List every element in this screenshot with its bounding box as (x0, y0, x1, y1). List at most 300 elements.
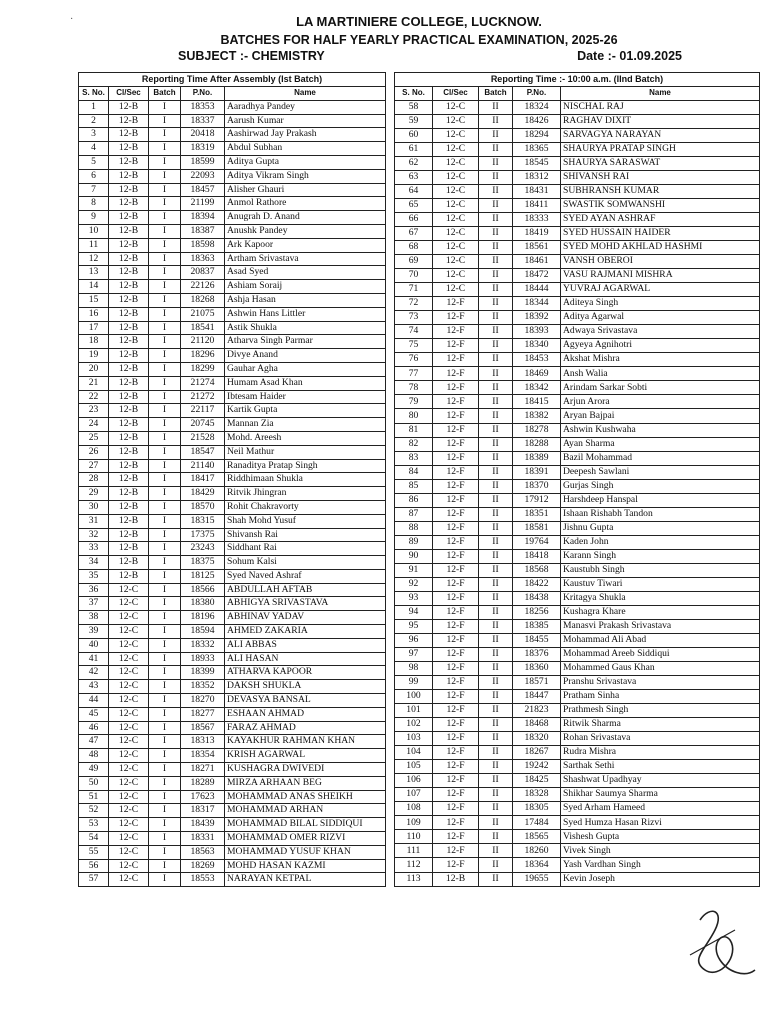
class-section-cell: 12-F (433, 297, 479, 311)
pno-cell: 22093 (181, 169, 225, 183)
sno-cell: 109 (395, 816, 433, 830)
name-cell: KUSHAGRA DWIVEDI (225, 763, 386, 777)
name-cell: DAKSH SHUKLA (225, 680, 386, 694)
class-section-cell: 12-F (433, 353, 479, 367)
batch1-table (78, 72, 386, 887)
pno-cell: 21075 (181, 307, 225, 321)
pno-cell: 19655 (513, 872, 561, 887)
batch-cell: I (149, 362, 181, 376)
class-section-cell: 12-F (433, 760, 479, 774)
sno-cell: 76 (395, 353, 433, 367)
class-section-cell: 12-B (109, 266, 149, 280)
batch-cell: I (149, 804, 181, 818)
name-cell: SHIVANSH RAI (561, 170, 760, 184)
class-section-cell: 12-B (109, 155, 149, 169)
class-section-cell: 12-B (109, 349, 149, 363)
sno-cell: 78 (395, 381, 433, 395)
name-cell: Kushagra Khare (561, 605, 760, 619)
table-row (395, 269, 760, 283)
pno-cell: 18360 (513, 662, 561, 676)
class-section-cell: 12-B (109, 142, 149, 156)
pno-cell: 18364 (513, 858, 561, 872)
batch-cell: I (149, 224, 181, 238)
table-row (79, 307, 386, 321)
class-section-cell: 12-F (433, 451, 479, 465)
class-section-cell: 12-C (109, 680, 149, 694)
batch-cell: II (479, 493, 513, 507)
name-cell: ABHINAV YADAV (225, 611, 386, 625)
table-row (395, 633, 760, 647)
class-section-cell: 12-B (109, 390, 149, 404)
class-section-cell: 12-C (109, 749, 149, 763)
batch-cell: I (149, 859, 181, 873)
table-row (395, 563, 760, 577)
name-cell: Karann Singh (561, 549, 760, 563)
sno-cell: 10 (79, 224, 109, 238)
class-section-cell: 12-B (109, 238, 149, 252)
name-cell: Ashwin Hans Littler (225, 307, 386, 321)
batch-cell: II (479, 858, 513, 872)
name-cell: Aarush Kumar (225, 114, 386, 128)
class-section-cell: 12-B (109, 197, 149, 211)
pno-cell: 18541 (181, 321, 225, 335)
pno-cell: 20745 (181, 418, 225, 432)
table-row (79, 514, 386, 528)
table-row (395, 381, 760, 395)
batch-cell: II (479, 241, 513, 255)
pno-cell: 18429 (181, 487, 225, 501)
pno-cell: 17375 (181, 528, 225, 542)
name-cell: MOHAMMAD ANAS SHEIKH (225, 790, 386, 804)
name-cell: ATHARVA KAPOOR (225, 666, 386, 680)
batch-cell: II (479, 676, 513, 690)
class-section-cell: 12-F (433, 311, 479, 325)
pno-cell: 18563 (181, 845, 225, 859)
sno-cell: 97 (395, 648, 433, 662)
pno-cell: 18269 (181, 859, 225, 873)
table-row (79, 804, 386, 818)
pno-cell: 18455 (513, 633, 561, 647)
pno-cell: 18260 (513, 844, 561, 858)
sno-cell: 82 (395, 437, 433, 451)
sno-cell: 110 (395, 830, 433, 844)
batch-cell: I (149, 169, 181, 183)
class-section-cell: 12-B (109, 211, 149, 225)
batch-cell: I (149, 652, 181, 666)
batch-cell: II (479, 648, 513, 662)
sno-cell: 4 (79, 142, 109, 156)
sno-cell: 49 (79, 763, 109, 777)
sno-cell: 3 (79, 128, 109, 142)
sno-cell: 77 (395, 367, 433, 381)
name-cell: Ayan Sharma (561, 437, 760, 451)
table-row (79, 569, 386, 583)
class-section-cell: 12-B (109, 514, 149, 528)
pno-cell: 18376 (513, 648, 561, 662)
pno-cell: 18380 (181, 597, 225, 611)
name-cell: MOHD HASAN KAZMI (225, 859, 386, 873)
sno-cell: 15 (79, 293, 109, 307)
sno-cell: 92 (395, 577, 433, 591)
batch-cell: II (479, 535, 513, 549)
pno-cell: 18332 (181, 638, 225, 652)
sno-cell: 11 (79, 238, 109, 252)
pno-cell: 18444 (513, 283, 561, 297)
class-section-cell: 12-C (109, 721, 149, 735)
name-cell: Asad Syed (225, 266, 386, 280)
name-cell: Anugrah D. Anand (225, 211, 386, 225)
batch-cell: II (479, 451, 513, 465)
table-row (79, 431, 386, 445)
name-cell: Arindam Sarkar Sobti (561, 381, 760, 395)
class-section-cell: 12-F (433, 549, 479, 563)
name-cell: Neil Mathur (225, 445, 386, 459)
name-cell: Kaustubh Singh (561, 563, 760, 577)
name-cell: SARVAGYA NARAYAN (561, 128, 760, 142)
table-row (395, 746, 760, 760)
pno-cell: 18389 (513, 451, 561, 465)
class-section-cell: 12-F (433, 788, 479, 802)
batch-cell: I (149, 873, 181, 887)
pno-cell: 19764 (513, 535, 561, 549)
batch-cell: I (149, 307, 181, 321)
batch-cell: I (149, 459, 181, 473)
sno-cell: 8 (79, 197, 109, 211)
name-cell: KAYAKHUR RAHMAN KHAN (225, 735, 386, 749)
batch-cell: II (479, 718, 513, 732)
name-cell: SYED HUSSAIN HAIDER (561, 227, 760, 241)
name-cell: Ibtesam Haider (225, 390, 386, 404)
sno-cell: 31 (79, 514, 109, 528)
pno-cell: 18331 (181, 832, 225, 846)
pno-cell: 18438 (513, 591, 561, 605)
sno-cell: 19 (79, 349, 109, 363)
sno-cell: 99 (395, 676, 433, 690)
sno-cell: 71 (395, 283, 433, 297)
batch-cell: I (149, 611, 181, 625)
batch-cell: II (479, 128, 513, 142)
table-row (79, 528, 386, 542)
class-section-cell: 12-C (433, 114, 479, 128)
sno-cell: 102 (395, 718, 433, 732)
table-row (79, 583, 386, 597)
subject-label: SUBJECT :- CHEMISTRY (178, 49, 325, 63)
batch-cell: II (479, 619, 513, 633)
college-name: LA MARTINIERE COLLEGE, LUCKNOW. (296, 14, 542, 29)
name-cell: Anushk Pandey (225, 224, 386, 238)
pno-cell: 18268 (181, 293, 225, 307)
sno-cell: 104 (395, 746, 433, 760)
table-row (79, 721, 386, 735)
batch-cell: II (479, 521, 513, 535)
batch-cell: I (149, 404, 181, 418)
sno-cell: 1 (79, 100, 109, 114)
pno-cell: 18351 (513, 507, 561, 521)
batch-cell: II (479, 816, 513, 830)
pno-cell: 18324 (513, 100, 561, 114)
class-section-cell: 12-F (433, 409, 479, 423)
table-row (395, 142, 760, 156)
name-cell: Yash Vardhan Singh (561, 858, 760, 872)
table-row (79, 845, 386, 859)
class-section-cell: 12-F (433, 844, 479, 858)
batch-cell: II (479, 872, 513, 887)
table-row (395, 676, 760, 690)
name-cell: ABHIGYA SRIVASTAVA (225, 597, 386, 611)
name-cell: Adwaya Srivastava (561, 325, 760, 339)
sno-cell: 64 (395, 184, 433, 198)
table-row (395, 718, 760, 732)
table-row (79, 542, 386, 556)
batch-cell: I (149, 569, 181, 583)
pno-cell: 18352 (181, 680, 225, 694)
name-cell: Deepesh Sawlani (561, 465, 760, 479)
table-row (395, 760, 760, 774)
class-section-cell: 12-C (433, 199, 479, 213)
class-section-cell: 12-C (433, 184, 479, 198)
pno-cell: 18267 (513, 746, 561, 760)
name-cell: ALI ABBAS (225, 638, 386, 652)
name-cell: MIRZA ARHAAN BEG (225, 776, 386, 790)
name-cell: Ritvik Jhingran (225, 487, 386, 501)
pno-cell: 18567 (181, 721, 225, 735)
sno-cell: 36 (79, 583, 109, 597)
class-section-cell: 12-C (433, 241, 479, 255)
pno-cell: 20837 (181, 266, 225, 280)
class-section-cell: 12-F (433, 858, 479, 872)
sno-cell: 9 (79, 211, 109, 225)
class-section-cell: 12-F (433, 339, 479, 353)
pno-cell: 18394 (181, 211, 225, 225)
class-section-cell: 12-F (433, 381, 479, 395)
table-row (79, 349, 386, 363)
pno-cell: 18393 (513, 325, 561, 339)
sno-cell: 101 (395, 704, 433, 718)
batch-cell: I (149, 832, 181, 846)
batch-cell: II (479, 563, 513, 577)
sno-cell: 33 (79, 542, 109, 556)
class-section-cell: 12-F (433, 577, 479, 591)
table-row (395, 213, 760, 227)
name-cell: SWASTIK SOMWANSHI (561, 199, 760, 213)
sno-cell: 75 (395, 339, 433, 353)
name-cell: Prathmesh Singh (561, 704, 760, 718)
class-section-cell: 12-B (109, 569, 149, 583)
class-section-cell: 12-C (433, 255, 479, 269)
sno-cell: 27 (79, 459, 109, 473)
name-cell: Rudra Mishra (561, 746, 760, 760)
sno-cell: 51 (79, 790, 109, 804)
pno-cell: 18354 (181, 749, 225, 763)
pno-cell: 18315 (181, 514, 225, 528)
table-row (79, 252, 386, 266)
table-row (395, 409, 760, 423)
pno-cell: 18319 (181, 142, 225, 156)
name-cell: ABDULLAH AFTAB (225, 583, 386, 597)
name-cell: SUBHRANSH KUMAR (561, 184, 760, 198)
name-cell: Anmol Rathore (225, 197, 386, 211)
sno-cell: 53 (79, 818, 109, 832)
batch2-header-row (395, 87, 760, 101)
pno-cell: 18305 (513, 802, 561, 816)
name-cell: Sarthak Sethi (561, 760, 760, 774)
corner-mark: · (70, 14, 74, 25)
table-row (395, 156, 760, 170)
sno-cell: 63 (395, 170, 433, 184)
sno-cell: 32 (79, 528, 109, 542)
batch-cell: II (479, 690, 513, 704)
pno-cell: 18419 (513, 227, 561, 241)
pno-cell: 18418 (513, 549, 561, 563)
batch-cell: I (149, 431, 181, 445)
batch-cell: I (149, 680, 181, 694)
table-row (395, 605, 760, 619)
sno-cell: 28 (79, 473, 109, 487)
class-section-cell: 12-F (433, 479, 479, 493)
table-row (79, 625, 386, 639)
batch-cell: I (149, 211, 181, 225)
class-section-cell: 12-B (109, 224, 149, 238)
pno-cell: 18333 (513, 213, 561, 227)
name-cell: Jishnu Gupta (561, 521, 760, 535)
pno-cell: 18312 (513, 170, 561, 184)
pno-cell: 18125 (181, 569, 225, 583)
class-section-cell: 12-C (109, 694, 149, 708)
table-row (79, 376, 386, 390)
class-section-cell: 12-B (109, 307, 149, 321)
name-cell: Mohammad Areeb Siddiqui (561, 648, 760, 662)
class-section-cell: 12-C (109, 652, 149, 666)
name-cell: KRISH AGARWAL (225, 749, 386, 763)
pno-cell: 18385 (513, 619, 561, 633)
sno-cell: 60 (395, 128, 433, 142)
pno-cell: 18568 (513, 563, 561, 577)
batch-cell: I (149, 197, 181, 211)
batch-cell: I (149, 694, 181, 708)
name-cell: Aaradhya Pandey (225, 100, 386, 114)
sno-cell: 35 (79, 569, 109, 583)
batch-cell: II (479, 507, 513, 521)
pno-cell: 18581 (513, 521, 561, 535)
sno-cell: 95 (395, 619, 433, 633)
table-row (395, 227, 760, 241)
name-cell: Shashwat Upadhyay (561, 774, 760, 788)
pno-cell: 18565 (513, 830, 561, 844)
class-section-cell: 12-F (433, 662, 479, 676)
table-row (395, 844, 760, 858)
name-cell: Kevin Joseph (561, 872, 760, 887)
pno-cell: 18363 (181, 252, 225, 266)
table-row (395, 114, 760, 128)
sno-cell: 91 (395, 563, 433, 577)
name-cell: MOHAMMAD BILAL SIDDIQUI (225, 818, 386, 832)
class-section-cell: 12-F (433, 676, 479, 690)
sno-cell: 65 (395, 199, 433, 213)
pno-cell: 18472 (513, 269, 561, 283)
batch-cell: II (479, 367, 513, 381)
table-row (79, 280, 386, 294)
pno-cell: 18313 (181, 735, 225, 749)
name-cell: Aditya Gupta (225, 155, 386, 169)
class-section-cell: 12-B (109, 362, 149, 376)
pno-cell: 18344 (513, 297, 561, 311)
name-cell: Astik Shukla (225, 321, 386, 335)
pno-cell: 18570 (181, 500, 225, 514)
class-section-cell: 12-B (109, 335, 149, 349)
class-section-cell: 12-B (109, 321, 149, 335)
sno-cell: 2 (79, 114, 109, 128)
pno-cell: 18547 (181, 445, 225, 459)
pno-cell: 23243 (181, 542, 225, 556)
name-cell: Gurjas Singh (561, 479, 760, 493)
sno-cell: 14 (79, 280, 109, 294)
pno-cell: 18545 (513, 156, 561, 170)
batch-cell: II (479, 746, 513, 760)
name-cell: Bazil Mohammad (561, 451, 760, 465)
batch-cell: II (479, 591, 513, 605)
batch-cell: II (479, 465, 513, 479)
name-cell: Aryan Bajpai (561, 409, 760, 423)
class-section-cell: 12-C (109, 818, 149, 832)
pno-cell: 18553 (181, 873, 225, 887)
batch-cell: II (479, 774, 513, 788)
sno-cell: 74 (395, 325, 433, 339)
batch1-caption: Reporting Time After Assembly (Ist Batch) (79, 73, 386, 87)
sno-cell: 88 (395, 521, 433, 535)
class-section-cell: 12-F (433, 746, 479, 760)
class-section-cell: 12-B (109, 487, 149, 501)
class-section-cell: 12-B (109, 542, 149, 556)
class-section-cell: 12-B (433, 872, 479, 887)
pno-cell: 18422 (513, 577, 561, 591)
table-row (79, 818, 386, 832)
sno-cell: 111 (395, 844, 433, 858)
name-cell: Humam Asad Khan (225, 376, 386, 390)
batch-cell: I (149, 625, 181, 639)
batch-cell: I (149, 252, 181, 266)
sno-cell: 83 (395, 451, 433, 465)
table-row (79, 418, 386, 432)
table-row (79, 487, 386, 501)
pno-cell: 18328 (513, 788, 561, 802)
pno-cell: 18411 (513, 199, 561, 213)
batch2-caption: Reporting Time :- 10:00 a.m. (IInd Batch) (395, 73, 760, 87)
class-section-cell: 12-F (433, 507, 479, 521)
batch-cell: II (479, 381, 513, 395)
name-cell: Divye Anand (225, 349, 386, 363)
table-row (395, 311, 760, 325)
sno-cell: 41 (79, 652, 109, 666)
name-cell: Atharva Singh Parmar (225, 335, 386, 349)
pno-cell: 18426 (513, 114, 561, 128)
batch1-header-row (79, 87, 386, 101)
pno-cell: 18594 (181, 625, 225, 639)
batch-cell: I (149, 721, 181, 735)
name-cell: DEVASYA BANSAL (225, 694, 386, 708)
batch-cell: II (479, 395, 513, 409)
batch-cell: II (479, 170, 513, 184)
class-section-cell: 12-C (109, 625, 149, 639)
table-row (79, 763, 386, 777)
sno-cell: 84 (395, 465, 433, 479)
name-cell: Artham Srivastava (225, 252, 386, 266)
name-cell: SHAURYA SARASWAT (561, 156, 760, 170)
sno-cell: 85 (395, 479, 433, 493)
table-row (395, 690, 760, 704)
class-section-cell: 12-C (433, 156, 479, 170)
class-section-cell: 12-C (433, 283, 479, 297)
sno-cell: 40 (79, 638, 109, 652)
